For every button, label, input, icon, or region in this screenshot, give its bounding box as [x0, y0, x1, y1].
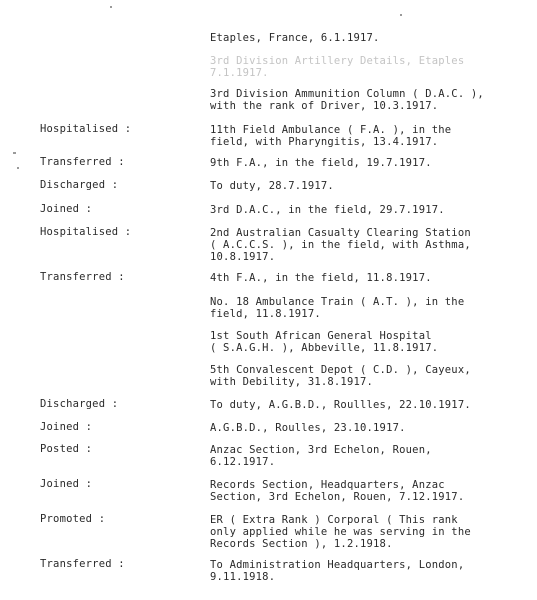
- record-label: Transferred :: [40, 271, 125, 283]
- scan-speck: [110, 6, 112, 8]
- record-entry: To Administration Headquarters, London, 9.11.1918.: [210, 559, 465, 583]
- record-entry: To duty, A.G.B.D., Roullles, 22.10.1917.: [210, 399, 471, 411]
- header-place-date: Etaples, France, 6.1.1917.: [210, 32, 380, 44]
- record-entry: Anzac Section, 3rd Echelon, Rouen, 6.12.1917.: [210, 444, 432, 468]
- record-label: Joined :: [40, 478, 93, 490]
- record-label: Joined :: [40, 421, 93, 433]
- record-entry: 5th Convalescent Depot ( C.D. ), Cayeux, with Debility, 31.8.1917.: [210, 364, 471, 388]
- scan-speck: [13, 152, 16, 154]
- record-entry: ER ( Extra Rank ) Corporal ( This rank only applied while he was serving in the Records Section ), 1.2.1918.: [210, 514, 471, 550]
- record-entry: 3rd Division Ammunition Column ( D.A.C. ), with the rank of Driver, 10.3.1917.: [210, 88, 484, 112]
- record-entry: 9th F.A., in the field, 19.7.1917.: [210, 157, 432, 169]
- header-faded-line: 3rd Division Artillery Details, Etaples 7.1.1917.: [210, 55, 465, 79]
- record-entry: 11th Field Ambulance ( F.A. ), in the field, with Pharyngitis, 13.4.1917.: [210, 124, 452, 148]
- record-label: Joined :: [40, 203, 93, 215]
- record-label: Posted :: [40, 443, 93, 455]
- record-label: Discharged :: [40, 179, 119, 191]
- record-entry: 2nd Australian Casualty Clearing Station ( A.C.C.S. ), in the field, with Asthma, 10.8.1917.: [210, 227, 471, 263]
- record-entry: Records Section, Headquarters, Anzac Section, 3rd Echelon, Rouen, 7.12.1917.: [210, 479, 465, 503]
- record-entry: 4th F.A., in the field, 11.8.1917.: [210, 272, 432, 284]
- record-label: Discharged :: [40, 398, 119, 410]
- record-entry: A.G.B.D., Roulles, 23.10.1917.: [210, 422, 406, 434]
- scan-speck: [400, 14, 402, 16]
- scan-speck: [17, 167, 19, 169]
- record-entry: To duty, 28.7.1917.: [210, 180, 334, 192]
- record-label: Hospitalised :: [40, 226, 132, 238]
- record-label: Transferred :: [40, 558, 125, 570]
- record-label: Transferred :: [40, 156, 125, 168]
- record-label: Hospitalised :: [40, 123, 132, 135]
- record-entry: 3rd D.A.C., in the field, 29.7.1917.: [210, 204, 445, 216]
- record-entry: 1st South African General Hospital ( S.A.G.H. ), Abbeville, 11.8.1917.: [210, 330, 439, 354]
- record-entry: No. 18 Ambulance Train ( A.T. ), in the field, 11.8.1917.: [210, 296, 465, 320]
- record-label: Promoted :: [40, 513, 106, 525]
